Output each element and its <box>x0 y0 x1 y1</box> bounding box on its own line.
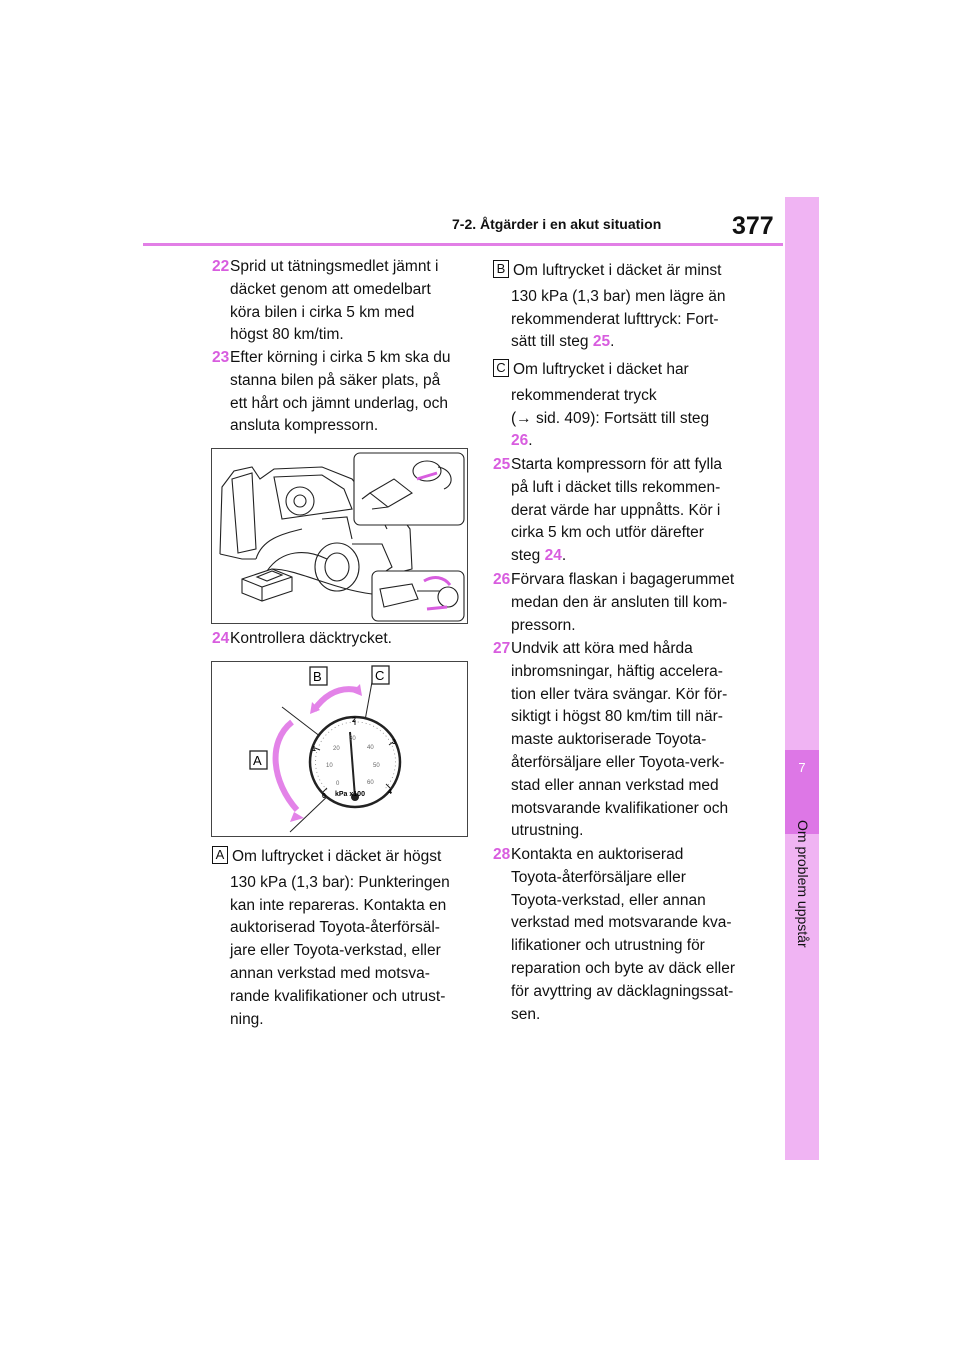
page-number: 377 <box>732 212 774 240</box>
gauge-box-label-b: B <box>313 669 322 684</box>
pressure-gauge-drawing <box>212 662 467 836</box>
text-line: pressorn. <box>511 616 576 634</box>
header-rule <box>143 243 783 246</box>
text-line: auktoriserad Toyota-återförsäl- <box>230 919 440 937</box>
text-line: köra bilen i cirka 5 km med <box>230 303 415 321</box>
chapter-number: 7 <box>785 750 819 834</box>
chapter-side-tab <box>785 197 819 1160</box>
step-number: 27 <box>493 640 511 657</box>
text-line: siktigt i högst 80 km/tim till när- <box>511 708 723 726</box>
step-22 <box>212 256 472 348</box>
gauge-label-bar-3: 3 <box>392 739 396 746</box>
text-line: 130 kPa (1,3 bar): Punkteringen <box>230 873 450 891</box>
gauge-unit: kPa x100 <box>335 791 365 798</box>
step-24 <box>212 628 472 652</box>
gauge-label-psi-20: 20 <box>333 746 340 752</box>
gauge-label-psi-40: 40 <box>367 745 374 751</box>
text-line: tion eller tvära svängar. Kör för- <box>511 685 728 703</box>
text-line: stad eller annan verkstad med <box>511 776 719 794</box>
text-line: (→ sid. 409): Fortsätt till steg <box>511 409 710 427</box>
gauge-label-bar-4: 4 <box>388 789 392 796</box>
text-line: medan den är ansluten till kom- <box>511 593 728 611</box>
step-number: 26 <box>493 571 511 588</box>
text-line: motsvarande kvalifikationer och <box>511 799 729 817</box>
text-line: återförsäljare eller Toyota-verk- <box>511 753 725 771</box>
step-reference[interactable]: 25 <box>592 333 611 351</box>
section-title: 7-2. Åtgärder i en akut situation <box>452 216 662 232</box>
step-25 <box>493 454 763 570</box>
text-line: . <box>528 432 533 450</box>
text-line: sätt till steg <box>511 333 593 351</box>
text-line: ning. <box>230 1010 264 1028</box>
step-reference[interactable]: 24 <box>544 547 562 565</box>
text-line: sen. <box>511 1005 541 1023</box>
gauge-label-bar-1: 1 <box>312 746 316 753</box>
text-line: rekommenderat lufttryck: Fort- <box>511 310 719 328</box>
chapter-title: Om problem uppstår <box>795 820 811 948</box>
text-line: Kontakta en auktoriserad <box>511 846 684 863</box>
step-number: 25 <box>493 456 511 473</box>
text-line: Kontrollera däcktrycket. <box>230 630 392 647</box>
text-line: för avyttring av däcklagningssat- <box>511 982 734 1000</box>
gauge-box-label-c: C <box>375 668 385 683</box>
note-label-c: C <box>493 359 509 377</box>
text-line: reparation och byte av däck eller <box>511 959 736 977</box>
text-line: Efter körning i cirka 5 km ska du <box>230 349 451 366</box>
text-line: jare eller Toyota-verkstad, eller <box>230 942 441 960</box>
text-line: cirka 5 km och utför därefter <box>511 524 704 542</box>
step-number: 24 <box>212 630 230 647</box>
text-line: rekommenderat tryck <box>511 386 657 404</box>
text-line: annan verkstad med motsva- <box>230 964 430 982</box>
note-label-b: B <box>493 260 509 278</box>
step-number: 28 <box>493 846 511 863</box>
text-line: ett hårt och jämnt underlag, och <box>230 394 448 412</box>
text-line: 130 kPa (1,3 bar) men lägre än <box>511 287 726 305</box>
text-line: däcket genom att omedelbart <box>230 280 431 298</box>
text-line: maste auktoriserade Toyota- <box>511 731 707 749</box>
text-line: inbromsningar, häftig accelera- <box>511 662 723 680</box>
text-line: Om luftrycket i däcket är högst <box>232 848 442 865</box>
text-line: högst 80 km/tim. <box>230 326 344 344</box>
text-line: Om luftrycket i däcket är minst <box>513 262 722 279</box>
gauge-label-bar-0: 0 <box>322 793 326 800</box>
text-line: steg <box>511 547 545 565</box>
text-line: . <box>561 547 567 565</box>
text-line: på luft i däcket tills rekommen- <box>511 478 721 496</box>
note-label-a: A <box>212 846 228 864</box>
car-compressor-drawing <box>212 449 467 623</box>
text-line: lifikationer och utrustning för <box>511 937 705 955</box>
text-line: verkstad med motsvarande kva- <box>511 914 732 932</box>
text-line: Starta kompressorn för att fylla <box>511 456 723 473</box>
text-line: utrustning. <box>511 822 584 840</box>
text-line: . <box>610 333 615 351</box>
gauge-box-label-a: A <box>253 753 262 768</box>
text-line: Toyota-återförsäljare eller <box>511 868 686 886</box>
pressure-gauge-illustration <box>211 661 468 837</box>
text-line: Toyota-verkstad, eller annan <box>511 891 706 909</box>
step-26 <box>493 569 763 639</box>
step-23 <box>212 347 472 439</box>
text-line: stanna bilen på säker plats, på <box>230 371 441 389</box>
step-number: 22 <box>212 258 230 275</box>
step-reference[interactable]: 26 <box>511 432 529 450</box>
text-line: Undvik att köra med hårda <box>511 640 693 657</box>
gauge-label-bar-2: 2 <box>352 717 356 724</box>
step-number: 23 <box>212 349 230 366</box>
text-line: Om luftrycket i däcket har <box>513 361 689 378</box>
text-line: rande kvalifikationer och utrust- <box>230 987 446 1005</box>
compressor-illustration <box>211 448 468 624</box>
gauge-label-psi-60: 60 <box>367 780 374 786</box>
gauge-label-psi-10: 10 <box>326 763 333 769</box>
text-line: ansluta kompressorn. <box>230 417 379 435</box>
gauge-label-psi-0: 0 <box>336 781 340 787</box>
text-line: Förvara flaskan i bagagerummet <box>511 571 735 588</box>
text-line: Sprid ut tätningsmedlet jämnt i <box>230 258 439 275</box>
text-line: kan inte repareras. Kontakta en <box>230 896 447 914</box>
text-line: derat värde har uppnåtts. Kör i <box>511 501 721 519</box>
note-b <box>493 260 763 354</box>
note-a <box>212 846 472 1031</box>
step-27 <box>493 638 763 846</box>
gauge-label-psi-50: 50 <box>373 763 380 769</box>
note-c <box>493 359 763 453</box>
step-28 <box>493 844 763 1030</box>
gauge-label-psi-30: 30 <box>349 736 356 742</box>
